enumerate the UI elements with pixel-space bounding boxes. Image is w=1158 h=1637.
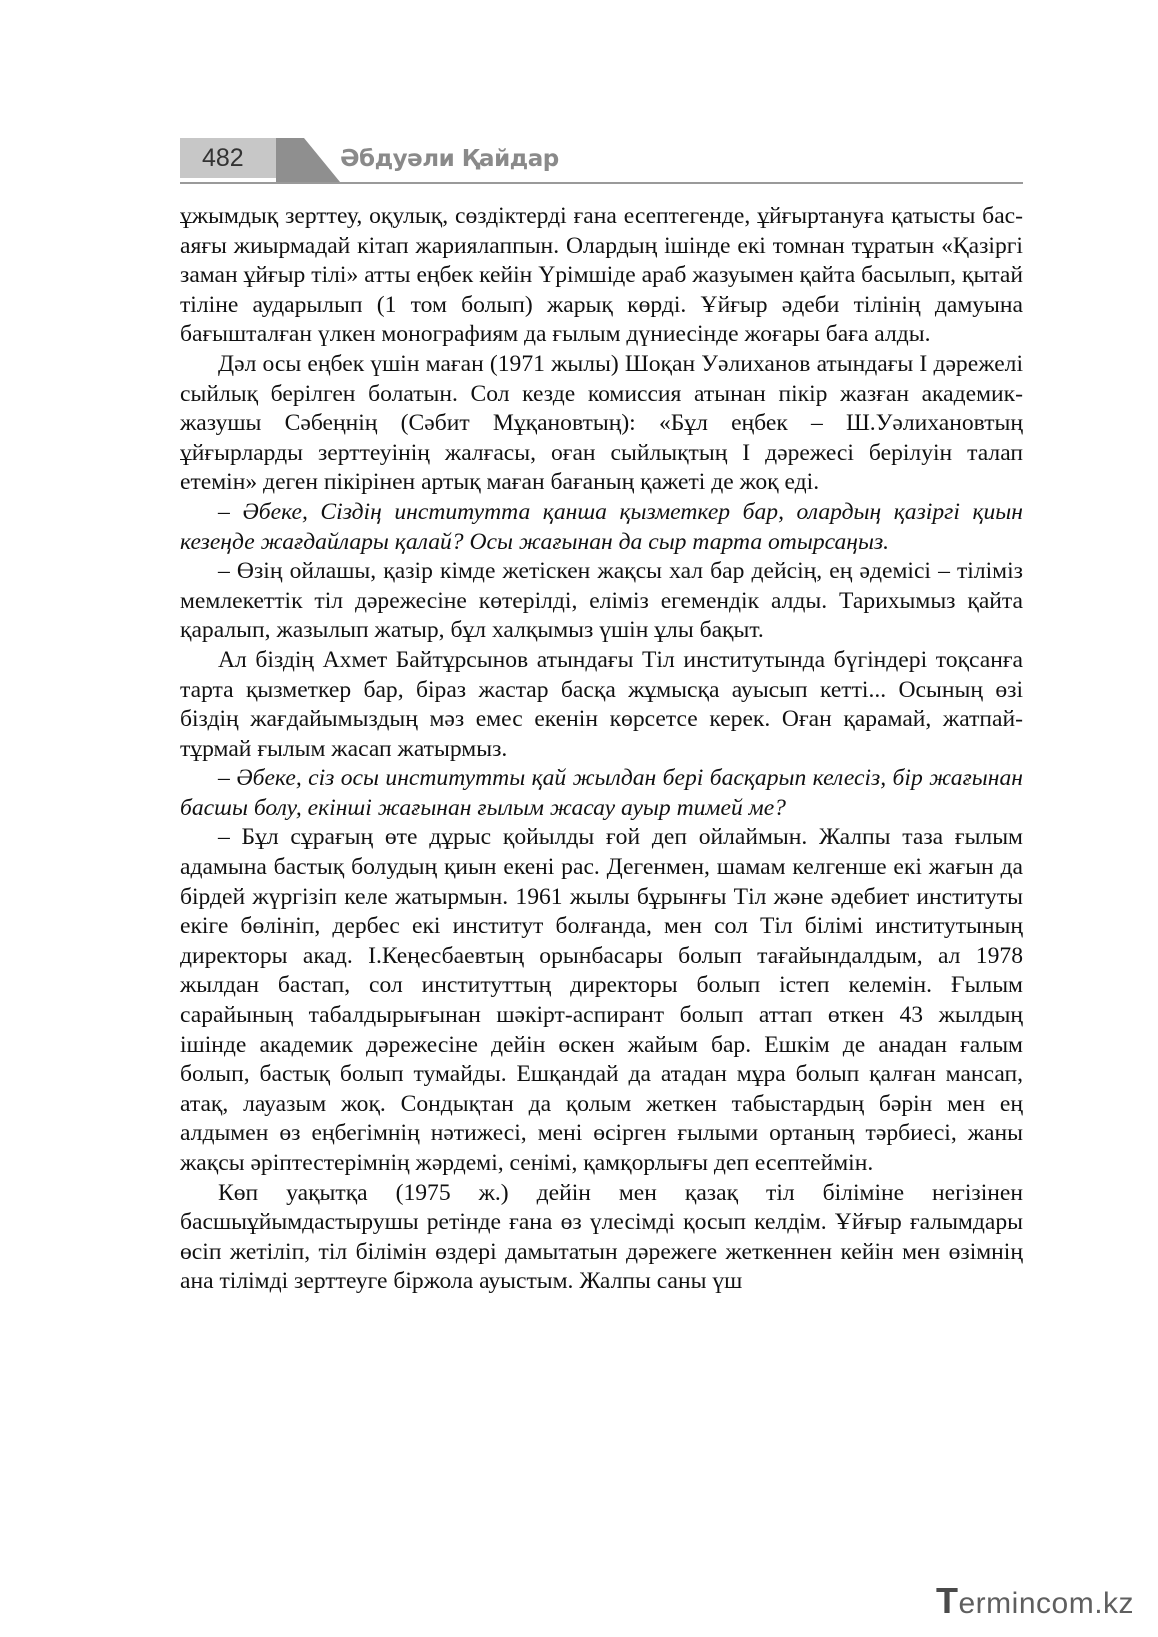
interview-question: – Әбеке, Сіздің институтта қанша қызметкер бар, олардың қазіргі қиын кезеңде жағдайлары қалай? Осы жағынан да сыр тарта отырсаңыз. (180, 498, 1023, 555)
paragraph: – Өзің ойлашы, қазір кімде жетіскен жақсы хал бар дейсің, ең әдемісі – тіліміз мемлекеттік тіл дәрежесіне көтерілді, еліміз егемендік алды. Тарихымыз қайта қаралып, жазылып жатыр, бұл халқымыз үшін ұлы бақыт. (180, 558, 1023, 644)
paragraph: ұжымдық зерттеу, оқулық, сөздіктерді ғана есептегенде, ұйғыртануға қатысты бас- аяғы жиырмадай кітап жариялаппын. Олардың ішінде екі томнан тұратын «Қазіргі заман ұйғыр тілі» атты еңбек кейін Үрімшіде араб жазуымен қайта басылып, қытай тіліне аударылып (1 том болып) жарық көрді. Ұйғыр әдеби тілінің дамуына бағышталған үлкен монографиям да ғылым дүниесінде жоғары баға алды. (180, 203, 1023, 348)
paragraph: Ал біздің Ахмет Байтұрсынов атындағы Тіл институтында бүгіндері тоқсанға тарта қызметкер бар, біраз жастар басқа жұмысқа ауысып кетті... Осының өзі біздің жағдайымыздың мәз емес екенін көрсетсе керек. Оған қарамай, жатпай-тұрмай ғылым жасап жатырмыз. (180, 646, 1023, 762)
site-watermark (936, 1580, 1134, 1622)
page-body-text (180, 202, 1023, 1297)
paragraph: – Бұл сұрағың өте дұрыс қойылды ғой деп ойлаймын. Жалпы таза ғылым адамына бастық болудың қиын екені рас. Дегенмен, шамам келгенше екі жағын да бірдей жүргізіп келе жатырмын. 1961 жылы бұрынғы Тіл және әдебиет институты екіге бөлініп, дербес екі институт болғанда, мен сол Тіл білімі институтының директоры акад. І.Кеңесбаевтың орынбасары болып тағайындалдым, ал 1978 жылдан бастап, сол институттың директоры болып істеп келемін. Ғылым сарайының табалдырығынан шәкірт-аспирант болып аттап өткен 43 жылдың ішінде академик дәрежесіне дейін өскен жайым бар. Ешкім де анадан ғалым болып, бастық болып тумайды. Ешқандай да атадан мұра болып қалған мансап, атақ, лауазым жоқ. Сондықтан да қолым жеткен табыстардың бәрін мен ең алдымен өз еңбегімнің нәтижесі, мені өсірген ғылыми ортаның тәрбиесі, жаны жақсы әріптестерімнің жәрдемі, сенімі, қамқорлығы деп есептеймін. (180, 824, 1023, 1176)
watermark-letter: T (936, 1580, 959, 1621)
header-rule (180, 182, 1023, 184)
header-tab-shape (276, 138, 340, 182)
page-number: 482 (180, 138, 276, 178)
paragraph: Дәл осы еңбек үшін маған (1971 жылы) Шоқан Уәлиханов атындағы І дәрежелі сыйлық берілген болатын. Сол кезде комиссия атынан пікір жазған академик-жазушы Сәбеңнің (Сәбит Мұқановтың): «Бұл еңбек – Ш.Уәлихановтың ұйғырларды зерттеуінің жалғасы, оған сыйлықтың І дәрежесі берілуін талап етемін» деген пікірінен артық маған бағаның қажеті де жоқ еді. (180, 350, 1023, 496)
interview-question: – Әбеке, сіз осы институтты қай жылдан бері басқарып келесіз, бір жағынан басшы болу, екінші жағынан ғылым жасау ауыр тимей ме? (180, 765, 1023, 821)
running-header (180, 138, 1023, 186)
watermark-text: ermincom.kz (958, 1587, 1135, 1620)
running-header-author: Әбдуәли Қайдар (340, 146, 559, 172)
paragraph: Көп уақытқа (1975 ж.) дейін мен қазақ тіл біліміне негізінен басшыұйымдастырушы ретінде ғана өз үлесімді қосып келдім. Ұйғыр ғалымдары өсіп жетіліп, тіл білімін өздері дамытатын дәрежеге жеткеннен кейін мен өзімнің ана тілімді зерттеуге біржола ауыстым. Жалпы саны үш (180, 1179, 1023, 1295)
